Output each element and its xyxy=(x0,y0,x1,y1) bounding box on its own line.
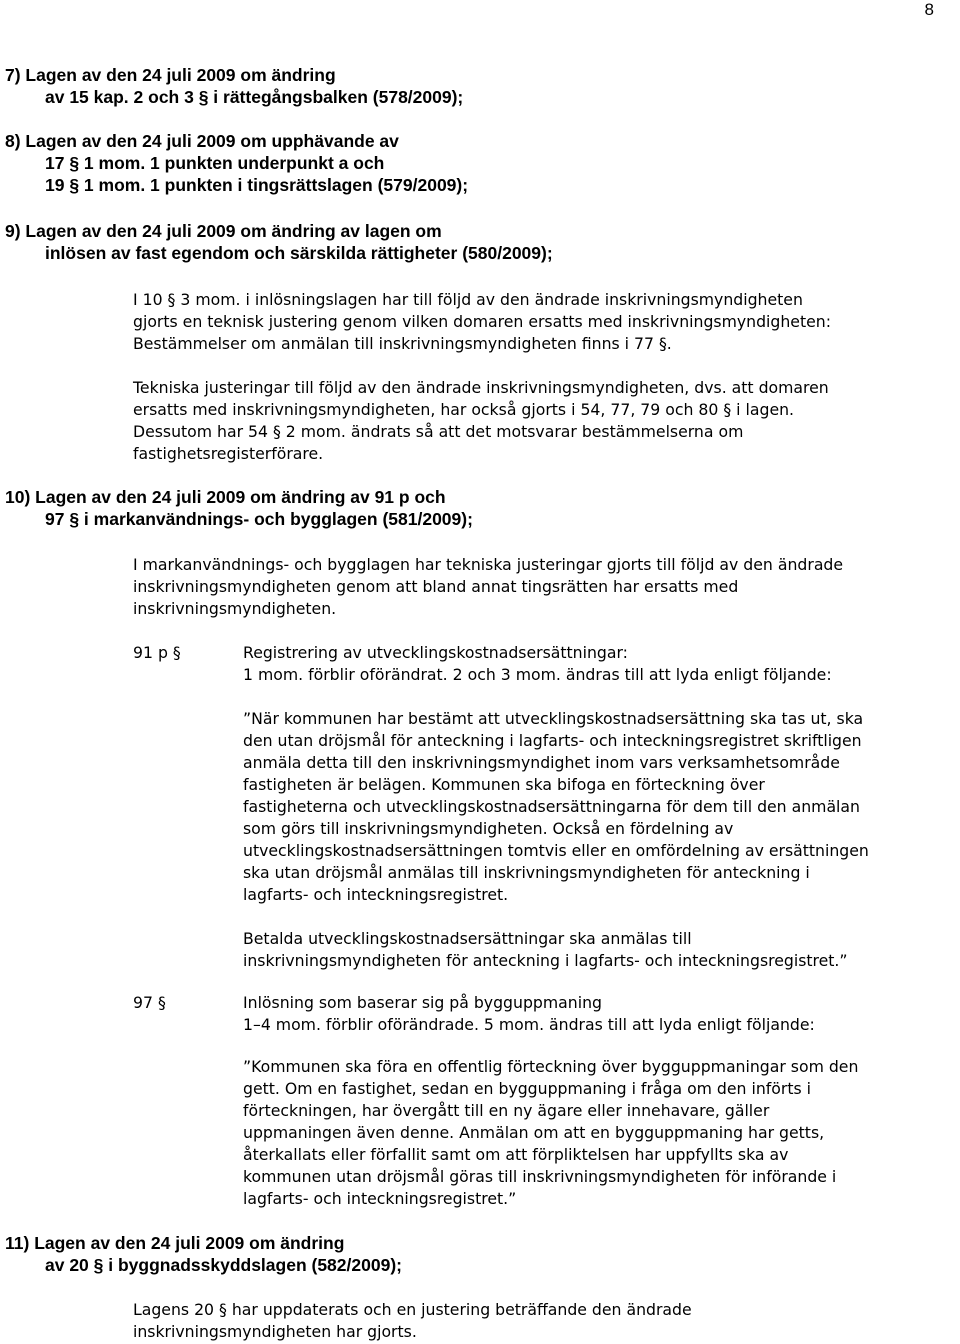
paragraph-line: I 10 § 3 mom. i inlösningslagen har till följd av den ändrade inskrivningsmyndigheten xyxy=(133,290,803,309)
paragraph-10a xyxy=(133,554,843,620)
section-line: 1 mom. förblir oförändrat. 2 och 3 mom. ändras till att lyda enligt följande: xyxy=(243,665,832,684)
section-91-quote-2 xyxy=(243,928,848,972)
section-91-title xyxy=(243,642,832,686)
quote-line: ”När kommunen har bestämt att utvecklingskostnadsersättning ska tas ut, ska xyxy=(243,709,864,728)
section-97-quote xyxy=(243,1056,858,1210)
list-item-10-heading xyxy=(5,486,473,530)
section-91-number: 91 p § xyxy=(133,643,181,662)
heading-line: 11) Lagen av den 24 juli 2009 om ändring xyxy=(5,1233,345,1253)
section-line: 1–4 mom. förblir oförändrade. 5 mom. ändras till att lyda enligt följande: xyxy=(243,1015,815,1034)
paragraph-9a xyxy=(133,289,831,355)
quote-line: lagfarts- och inteckningsregistret. xyxy=(243,885,509,904)
list-item-8-heading xyxy=(5,130,468,196)
heading-line: inlösen av fast egendom och särskilda rättigheter (580/2009); xyxy=(45,243,553,263)
section-97-title xyxy=(243,992,815,1036)
heading-line: 17 § 1 mom. 1 punkten underpunkt a och xyxy=(45,153,385,173)
list-item-7-heading xyxy=(5,64,463,108)
quote-line: fastigheterna och utvecklingskostnadsersättningarna för dem till den anmälan xyxy=(243,797,860,816)
list-item-11-heading xyxy=(5,1232,402,1276)
paragraph-line: gjorts en teknisk justering genom vilken domaren ersatts med inskrivningsmyndigheten: xyxy=(133,312,831,331)
heading-line: 9) Lagen av den 24 juli 2009 om ändring av lagen om xyxy=(5,221,442,241)
quote-line: uppmaningen även denne. Anmälan om att en bygguppmaning har getts, xyxy=(243,1123,825,1142)
paragraph-line: I markanvändnings- och bygglagen har tekniska justeringar gjorts till följd av den ändrade xyxy=(133,555,844,574)
paragraph-line: Lagens 20 § har uppdaterats och en justering beträffande den ändrade xyxy=(133,1300,692,1319)
paragraph-line: Tekniska justeringar till följd av den ändrade inskrivningsmyndigheten, dvs. att domaren xyxy=(133,378,829,397)
heading-line: av 20 § i byggnadsskyddslagen (582/2009); xyxy=(45,1255,402,1275)
quote-line: lagfarts- och inteckningsregistret.” xyxy=(243,1189,517,1208)
paragraph-line: Dessutom har 54 § 2 mom. ändrats så att det motsvarar bestämmelserna om xyxy=(133,422,744,441)
paragraph-line: inskrivningsmyndigheten har gjorts. xyxy=(133,1322,417,1341)
quote-line: kommunen utan dröjsmål göras till inskrivningsmyndigheten för införande i xyxy=(243,1167,837,1186)
paragraph-line: ersatts med inskrivningsmyndigheten, har också gjorts i 54, 77, 79 och 80 § i lagen. xyxy=(133,400,795,419)
paragraph-line: inskrivningsmyndigheten. xyxy=(133,599,337,618)
quote-line: återkallats eller förfallit samt om att förpliktelsen har uppfyllts ska av xyxy=(243,1145,789,1164)
quote-line: anmäla detta till den inskrivningsmyndighet inom vars verksamhetsområde xyxy=(243,753,840,772)
heading-line: 97 § i markanvändnings- och bygglagen (581/2009); xyxy=(45,509,473,529)
paragraph-9b xyxy=(133,377,829,465)
quote-line: Betalda utvecklingskostnadsersättningar ska anmälas till xyxy=(243,929,692,948)
quote-line: som görs till inskrivningsmyndigheten. Också en fördelning av xyxy=(243,819,734,838)
list-item-9-heading xyxy=(5,220,553,264)
section-line: Inlösning som baserar sig på bygguppmaning xyxy=(243,993,602,1012)
quote-line: gett. Om en fastighet, sedan en bygguppmaning i fråga om den införts i xyxy=(243,1079,812,1098)
page-number: 8 xyxy=(924,0,934,19)
heading-line: 19 § 1 mom. 1 punkten i tingsrättslagen (579/2009); xyxy=(45,175,469,195)
paragraph-line: fastighetsregisterförare. xyxy=(133,444,324,463)
section-line: Registrering av utvecklingskostnadsersättningar: xyxy=(243,643,628,662)
quote-line: den utan dröjsmål för anteckning i lagfarts- och inteckningsregistret skriftligen xyxy=(243,731,862,750)
quote-line: förteckningen, har övergått till en ny ägare eller innehavare, gäller xyxy=(243,1101,770,1120)
heading-line: av 15 kap. 2 och 3 § i rättegångsbalken (578/2009); xyxy=(45,87,464,107)
quote-line: utvecklingskostnadsersättningen tomtvis eller en omfördelning av ersättningen xyxy=(243,841,869,860)
heading-line: 7) Lagen av den 24 juli 2009 om ändring xyxy=(5,65,336,85)
quote-line: fastigheten är belägen. Kommunen ska bifoga en förteckning över xyxy=(243,775,765,794)
section-97-number: 97 § xyxy=(133,993,166,1012)
paragraph-line: inskrivningsmyndigheten genom att bland annat tingsrätten har ersatts med xyxy=(133,577,739,596)
quote-line: ”Kommunen ska föra en offentlig förteckning över bygguppmaningar som den xyxy=(243,1057,859,1076)
heading-line: 10) Lagen av den 24 juli 2009 om ändring av 91 p och xyxy=(5,487,446,507)
paragraph-11a xyxy=(133,1299,692,1343)
quote-line: inskrivningsmyndigheten för anteckning i lagfarts- och inteckningsregistret.” xyxy=(243,951,848,970)
quote-line: ska utan dröjsmål anmälas till inskrivningsmyndigheten för anteckning i xyxy=(243,863,810,882)
section-91-quote-1 xyxy=(243,708,869,906)
paragraph-line: Bestämmelser om anmälan till inskrivningsmyndigheten finns i 77 §. xyxy=(133,334,672,353)
heading-line: 8) Lagen av den 24 juli 2009 om upphävande av xyxy=(5,131,399,151)
